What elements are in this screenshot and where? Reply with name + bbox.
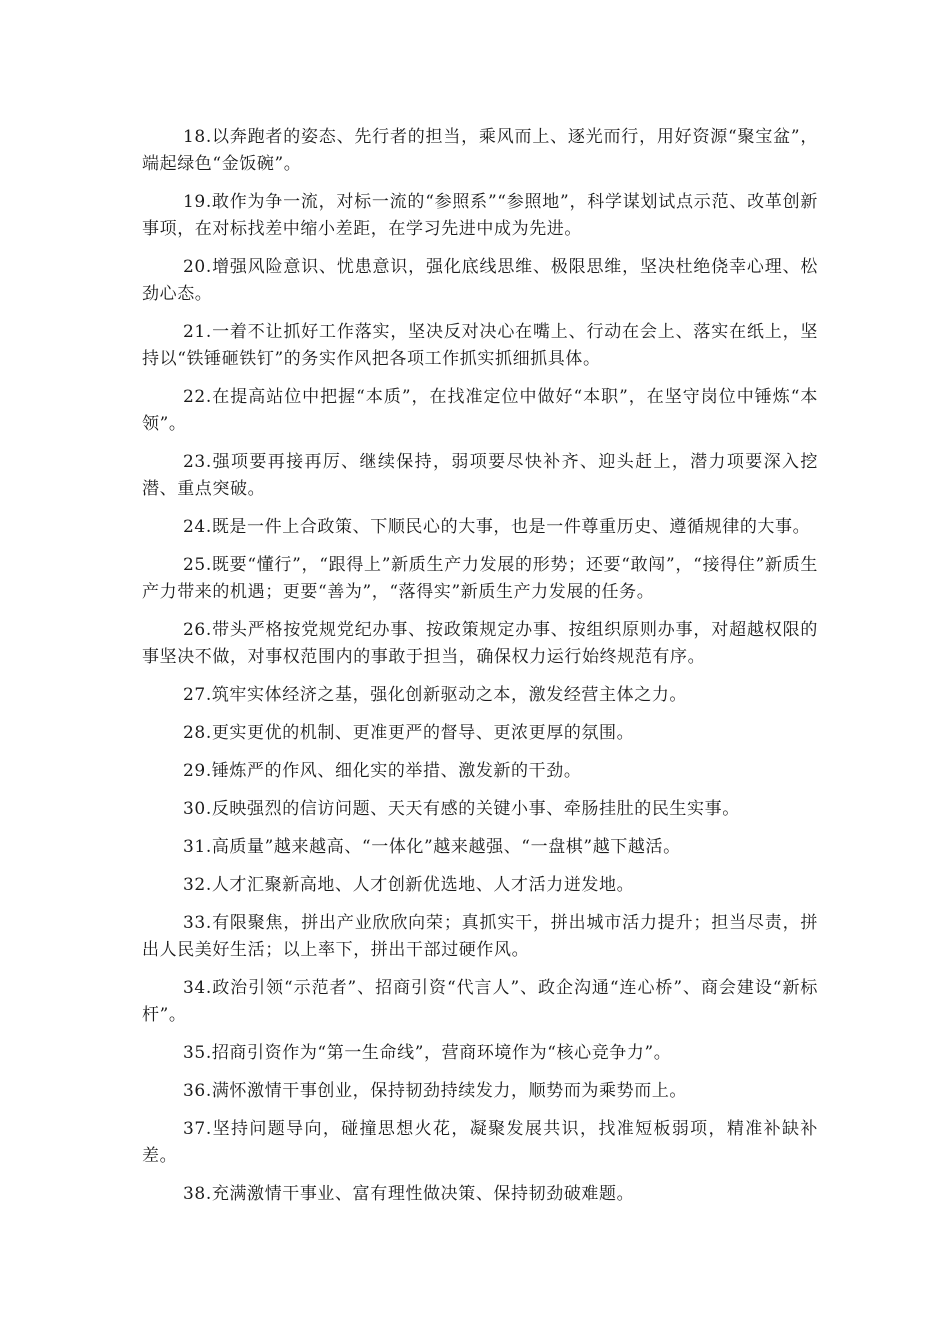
list-item: 33.有限聚焦，拼出产业欣欣向荣；真抓实干，拼出城市活力提升；担当尽责，拼出人民美好生活；以上率下，拼出干部过硬作风。	[142, 913, 818, 960]
list-item: 27.筑牢实体经济之基，强化创新驱动之本，激发经营主体之力。	[183, 685, 688, 705]
list-item: 20.增强风险意识、忧患意识，强化底线思维、极限思维，坚决杜绝侥幸心理、松劲心态。	[142, 257, 818, 304]
list-item: 31.高质量”越来越高、“一体化”越来越强、“一盘棋”越下越活。	[183, 837, 681, 857]
list-item: 34.政治引领“示范者”、招商引资“代言人”、政企沟通“连心桥”、商会建设“新标杆”。	[142, 978, 818, 1025]
list-item: 32.人才汇聚新高地、人才创新优选地、人才活力迸发地。	[183, 875, 635, 895]
list-item: 36.满怀激情干事创业，保持韧劲持续发力，顺势而为乘势而上。	[183, 1081, 688, 1101]
list-item: 21.一着不让抓好工作落实，坚决反对决心在嘴上、行动在会上、落实在纸上，坚持以“铁锤砸铁钉”的务实作风把各项工作抓实抓细抓具体。	[142, 322, 818, 369]
list-item: 25.既要“懂行”，“跟得上”新质生产力发展的形势；还要“敢闯”，“接得住”新质生产力带来的机遇；更要“善为”，“落得实”新质生产力发展的任务。	[142, 555, 818, 602]
list-item: 30.反映强烈的信访问题、天天有感的关键小事、牵肠挂肚的民生实事。	[183, 799, 740, 819]
list-item: 19.敢作为争一流，对标一流的“参照系”“参照地”，科学谋划试点示范、改革创新事项，在对标找差中缩小差距，在学习先进中成为先进。	[142, 192, 818, 239]
list-item: 24.既是一件上合政策、下顺民心的大事，也是一件尊重历史、遵循规律的大事。	[183, 517, 811, 537]
list-item: 35.招商引资作为“第一生命线”，营商环境作为“核心竞争力”。	[183, 1043, 672, 1063]
list-item: 28.更实更优的机制、更准更严的督导、更浓更厚的氛围。	[183, 723, 635, 743]
list-item: 29.锤炼严的作风、细化实的举措、激发新的干劲。	[183, 761, 582, 781]
list-item: 22.在提高站位中把握“本质”，在找准定位中做好“本职”，在坚守岗位中锤炼“本领”。	[142, 387, 818, 434]
list-item: 23.强项要再接再厉、继续保持，弱项要尽快补齐、迎头赶上，潜力项要深入挖潜、重点突破。	[142, 452, 818, 499]
list-item: 26.带头严格按党规党纪办事、按政策规定办事、按组织原则办事，对超越权限的事坚决不做，对事权范围内的事敢于担当，确保权力运行始终规范有序。	[142, 620, 818, 667]
document-body	[142, 124, 818, 1219]
list-item: 38.充满激情干事业、富有理性做决策、保持韧劲破难题。	[183, 1184, 635, 1204]
list-item: 37.坚持问题导向，碰撞思想火花，凝聚发展共识，找准短板弱项，精准补缺补差。	[142, 1119, 818, 1166]
list-item: 18.以奔跑者的姿态、先行者的担当，乘风而上、逐光而行，用好资源“聚宝盆”，端起绿色“金饭碗”。	[142, 127, 818, 174]
